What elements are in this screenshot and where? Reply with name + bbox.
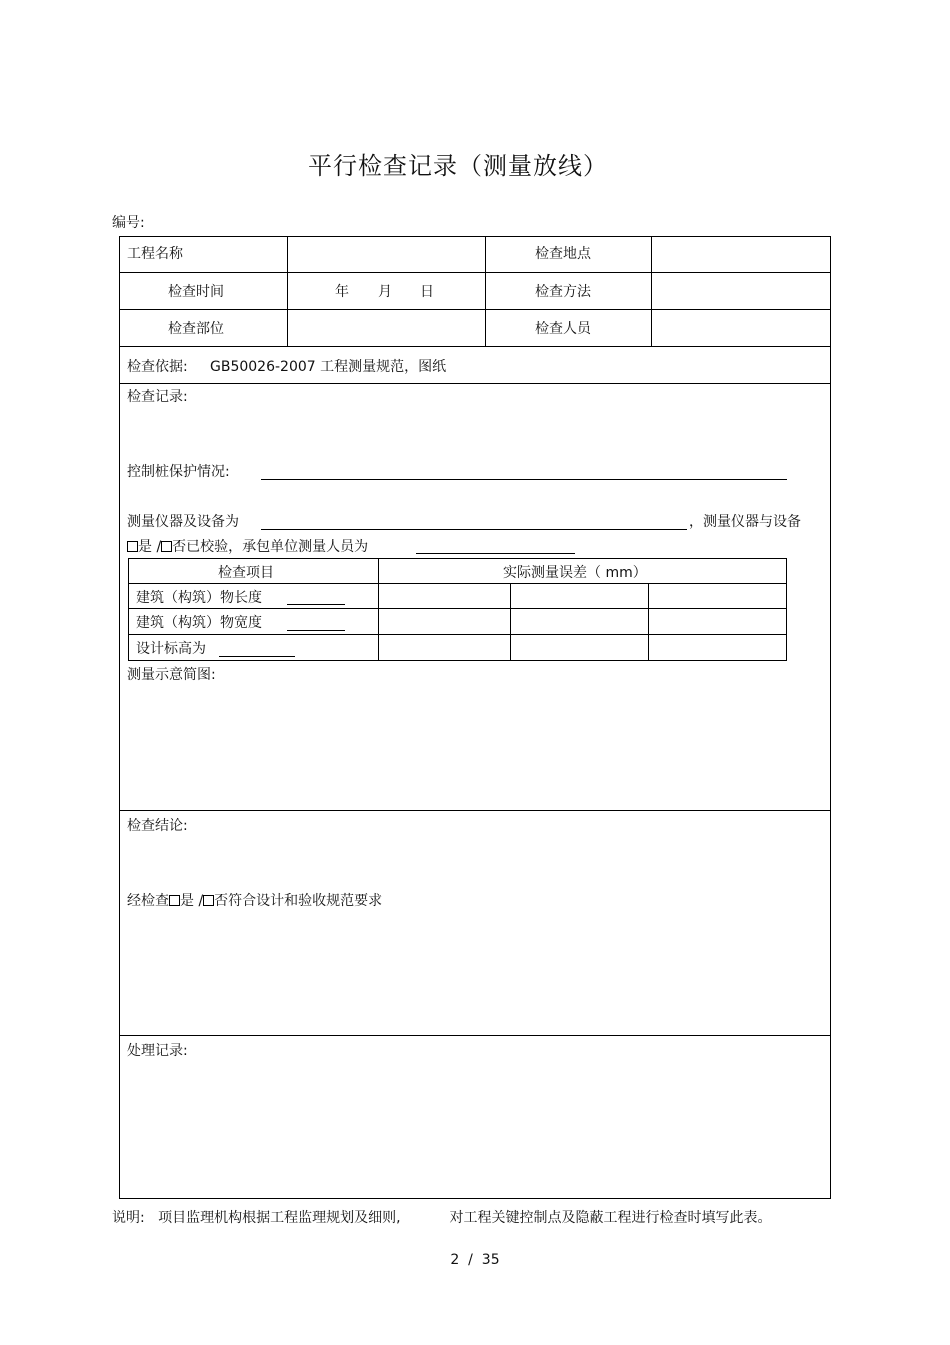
row-divider xyxy=(119,309,831,310)
conclusion-line xyxy=(127,890,382,910)
calibrated-yes-checkbox[interactable] xyxy=(127,541,138,552)
inspection-time-label: 检查时间 xyxy=(168,284,224,300)
serial-number-label: 编号: xyxy=(112,215,145,231)
inspection-basis-label: 检查依据: xyxy=(127,359,188,375)
table-row-label: 建筑（构筑）物宽度 xyxy=(136,615,262,631)
width-value-field[interactable] xyxy=(287,630,345,631)
row-divider xyxy=(119,272,831,273)
inspection-basis-value: GB50026-2007 工程测量规范，图纸 xyxy=(210,359,447,375)
calibration-yes-text: 是 / xyxy=(138,539,162,555)
inspection-location-label: 检查地点 xyxy=(535,246,591,262)
table-row-divider xyxy=(128,634,787,635)
column-divider xyxy=(651,236,652,346)
elevation-value-field[interactable] xyxy=(219,656,295,657)
calibration-no-text: 否已校验，承包单位测量人员为 xyxy=(172,539,369,555)
inspection-record-label: 检查记录: xyxy=(127,389,188,405)
footer-note: 说明: 项目监理机构根据工程监理规划及细则, 对工程关键控制点及隐蔽工程进行检查时填写此表。 xyxy=(112,1210,772,1226)
sketch-label: 测量示意简图: xyxy=(127,667,216,683)
table-column-divider xyxy=(510,583,511,661)
row-divider xyxy=(119,383,831,384)
inspection-method-label: 检查方法 xyxy=(535,284,591,300)
page-title: 平行检查记录（测量放线） xyxy=(308,152,608,180)
handling-record-label: 处理记录: xyxy=(127,1043,188,1059)
table-row-label: 设计标高为 xyxy=(136,641,206,657)
conforms-yes-checkbox[interactable] xyxy=(169,895,180,906)
project-name-label: 工程名称 xyxy=(127,246,183,262)
section-divider xyxy=(119,810,831,811)
conclusion-yes-text: 是 / xyxy=(180,893,204,909)
table-row-divider xyxy=(128,583,787,584)
row-divider xyxy=(119,346,831,347)
table-header-item: 检查项目 xyxy=(218,565,274,581)
inspection-part-label: 检查部位 xyxy=(168,321,224,337)
control-pile-label: 控制桩保护情况: xyxy=(127,464,230,480)
control-pile-field[interactable] xyxy=(261,479,787,480)
surveyor-field[interactable] xyxy=(416,553,575,554)
day-label[interactable]: 日 xyxy=(420,284,434,300)
table-header-error: 实际测量误差（ mm） xyxy=(503,565,647,581)
year-label[interactable]: 年 xyxy=(335,284,349,300)
conclusion-text-start: 经检查 xyxy=(127,893,169,909)
section-divider xyxy=(119,1035,831,1036)
inspection-form xyxy=(119,236,831,1199)
calibration-line xyxy=(127,536,368,556)
conforms-no-checkbox[interactable] xyxy=(203,895,214,906)
table-column-divider xyxy=(648,583,649,661)
table-row-label: 建筑（构筑）物长度 xyxy=(136,590,262,606)
month-label[interactable]: 月 xyxy=(378,284,392,300)
conclusion-label: 检查结论: xyxy=(127,818,188,834)
page-number: 2 / 35 xyxy=(450,1252,500,1268)
instrument-label: 测量仪器及设备为 xyxy=(127,514,239,530)
calibrated-no-checkbox[interactable] xyxy=(161,541,172,552)
column-divider xyxy=(485,236,486,346)
table-column-divider xyxy=(378,558,379,661)
inspector-label: 检查人员 xyxy=(535,321,591,337)
length-value-field[interactable] xyxy=(287,604,345,605)
column-divider xyxy=(287,236,288,346)
instrument-field[interactable] xyxy=(261,529,687,530)
table-row-divider xyxy=(128,608,787,609)
conclusion-no-text: 否符合设计和验收规范要求 xyxy=(214,893,383,909)
instrument-suffix: ，测量仪器与设备 xyxy=(689,514,801,530)
